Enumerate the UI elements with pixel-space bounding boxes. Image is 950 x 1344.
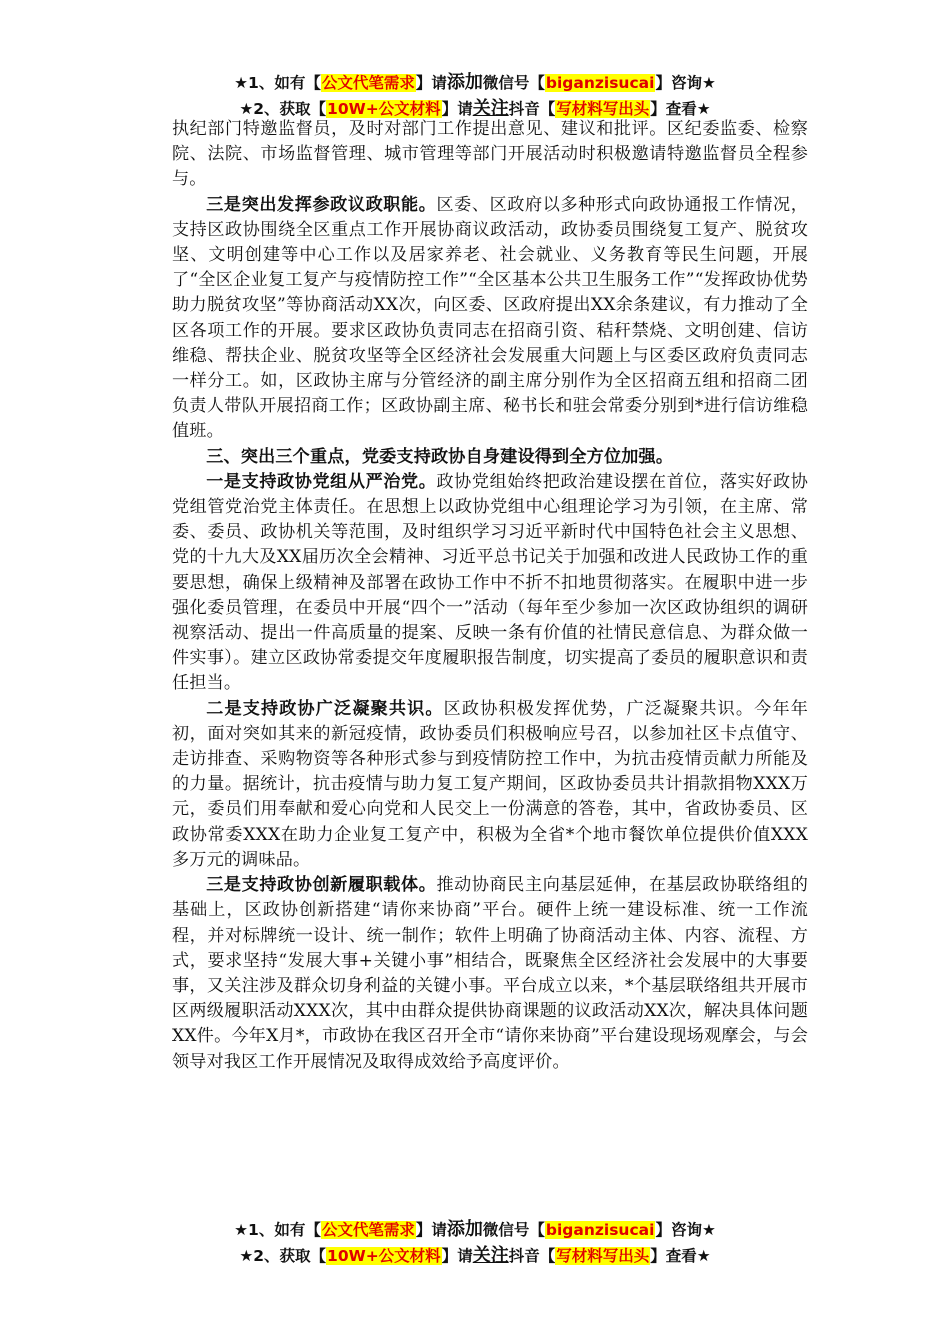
paragraph-text: 政协党组始终把政治建设摆在首位，落实好政协党组管党治党主体责任。在思想上以政协党组中心组理论学习为引领，在主席、常委、委员、政协机关等范围，及时组织学习习近平新时代中国特色社会主义思想、党的十九大及XX届历次全会精神、习近平总书记关于加强和改进人民政协工作的重要思想，确保上级精神及部署在政协工作中不折不扣地贯彻落实。在履职中进一步强化委员管理，在委员中开展“四个一”活动（每年至少参加一次区政协组织的调研视察活动、提出一件高质量的提案、反映一条有价值的社情民意信息、为群众做一件实事）。建立区政协常委提交年度履职报告制度，切实提高了委员的履职意识和责任担当。	[172, 471, 808, 694]
banner-text: 】咨询★	[655, 74, 716, 92]
paragraph-innovation	[172, 873, 808, 1075]
highlight-douyin: 写材料写出头	[556, 1247, 650, 1265]
banner-line-1	[0, 70, 950, 96]
highlight-douyin: 写材料写出头	[556, 100, 650, 118]
paragraph-participation	[172, 193, 808, 445]
banner-text: ★1、如有【	[234, 1221, 321, 1239]
top-banner	[0, 70, 950, 122]
banner-text: 】请	[441, 1247, 473, 1265]
paragraph-text: 区委、区政府以多种形式向政协通报工作情况，支持区政协围绕全区重点工作开展协商议政活动，政协委员围绕复工复产、脱贫攻坚、文明创建等中心工作以及居家养老、社会就业、义务教育等民生问题，开展了“全区企业复工复产与疫情防控工作”“全区基本公共卫生服务工作”“发挥政协优势助力脱贫攻坚”等协商活动XX次，向区委、区政府提出XX余条建议，有力推动了全区各项工作的开展。要求区政协负责同志在招商引资、秸秆禁烧、文明创建、信访维稳、帮扶企业、脱贫攻坚等全区经济社会发展重大问题上与区委区政府负责同志一样分工。如，区政协主席与分管经济的副主席分别作为全区招商五组和招商二团负责人带队开展招商工作；区政协副主席、秘书长和驻会常委分别到*进行信访维稳值班。	[172, 194, 808, 442]
banner-text: 】查看★	[650, 100, 711, 118]
highlight-materials: 10W+公文材料	[327, 100, 441, 118]
highlight-wechat-id: biganzisucai	[545, 74, 655, 92]
bottom-banner	[0, 1217, 950, 1269]
section-heading: 三、突出三个重点，党委支持政协自身建设得到全方位加强。	[206, 446, 674, 467]
paragraph-lead: 三是突出发挥参政议政职能。	[206, 194, 437, 215]
banner-emphasis: 关注	[472, 1245, 509, 1266]
banner-emphasis: 添加	[446, 72, 483, 93]
paragraph-party-discipline	[172, 470, 808, 697]
banner-text: 抖音【	[508, 1247, 556, 1265]
banner-text: 】请	[415, 1221, 447, 1239]
banner-emphasis: 关注	[472, 98, 509, 119]
paragraph-consensus	[172, 697, 808, 873]
banner-text: 】查看★	[650, 1247, 711, 1265]
banner-line-2	[0, 1243, 950, 1269]
paragraph-text: 推动协商民主向基层延伸，在基层政协联络组的基础上，区政协创新搭建“请你来协商”平台。硬件上统一建设标准、统一工作流程，并对标牌统一设计、统一制作；软件上明确了协商活动主体、内容、流程、方式，要求坚持“发展大事+关键小事”相结合，既聚焦全区经济社会发展中的大事要事，又关注涉及群众切身利益的关键小事。平台成立以来，*个基层联络组共开展市区两级履职活动XXX次，其中由群众提供协商课题的议政活动XX次，解决具体问题XX件。今年X月*，市政协在我区召开全市“请你来协商”平台建设现场观摩会，与会领导对我区工作开展情况及取得成效给予高度评价。	[172, 875, 808, 1072]
document-body	[172, 117, 808, 1075]
banner-text: 】请	[415, 74, 447, 92]
banner-text: ★2、获取【	[239, 100, 327, 118]
banner-text: 微信号【	[482, 74, 545, 92]
banner-text: ★2、获取【	[239, 1247, 327, 1265]
banner-text: 微信号【	[482, 1221, 545, 1239]
banner-line-1	[0, 1217, 950, 1243]
banner-text: 】请	[441, 100, 473, 118]
highlight-service: 公文代笔需求	[321, 1221, 415, 1239]
paragraph-continuation: 执纪部门特邀监督员，及时对部门工作提出意见、建议和批评。区纪委监委、检察院、法院、市场监督管理、城市管理等部门开展活动时积极邀请特邀监督员全程参与。	[172, 119, 808, 190]
highlight-materials: 10W+公文材料	[327, 1247, 441, 1265]
banner-text: 抖音【	[508, 100, 556, 118]
paragraph-lead: 二是支持政协广泛凝聚共识。	[206, 698, 444, 719]
highlight-wechat-id: biganzisucai	[545, 1221, 655, 1239]
paragraph-lead: 三是支持政协创新履职载体。	[206, 875, 437, 896]
highlight-service: 公文代笔需求	[321, 74, 415, 92]
banner-text: 】咨询★	[655, 1221, 716, 1239]
banner-text: ★1、如有【	[234, 74, 321, 92]
banner-emphasis: 添加	[446, 1219, 483, 1240]
paragraph-lead: 一是支持政协党组从严治党。	[206, 471, 437, 492]
paragraph-text: 区政协积极发挥优势，广泛凝聚共识。今年年初，面对突如其来的新冠疫情，政协委员们积极响应号召，以参加社区卡点值守、走访排查、采购物资等各种形式参与到疫情防控工作中，为抗击疫情贡献力所能及的力量。据统计，抗击疫情与助力复工复产期间，区政协委员共计捐款捐物XXX万元，委员们用奉献和爱心向党和人民交上一份满意的答卷，其中，省政协委员、区政协常委XXX在助力企业复工复产中，积极为全省*个地市餐饮单位提供价值XXX多万元的调味品。	[172, 698, 809, 870]
